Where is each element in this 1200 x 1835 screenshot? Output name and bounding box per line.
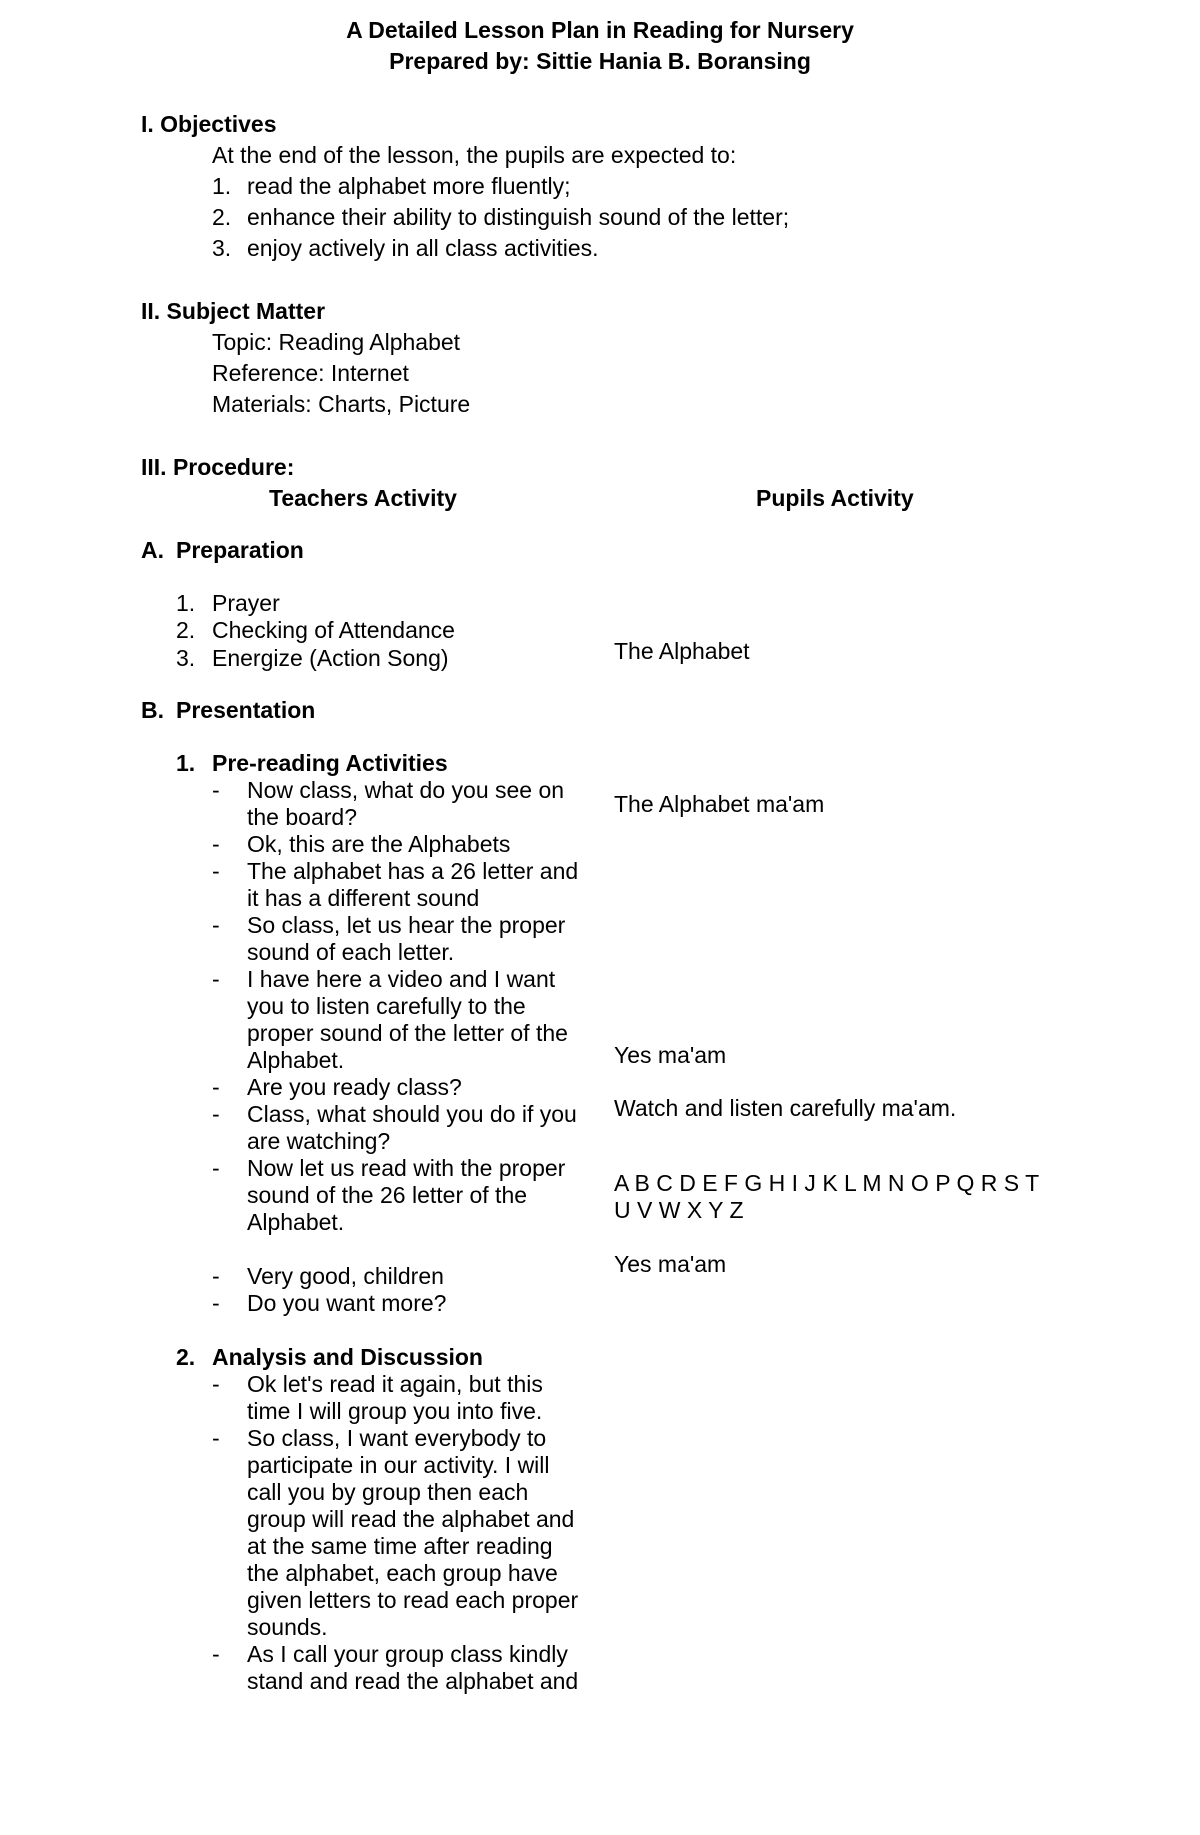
pupil-response: The Alphabet ma'am — [614, 791, 825, 817]
list-item-line: I have here a video and I want — [247, 966, 556, 992]
list-item-number: 2. — [212, 204, 232, 230]
list-dash: - — [212, 1101, 220, 1127]
teachers-activity-header: Teachers Activity — [269, 485, 457, 511]
list-dash: - — [212, 1290, 220, 1316]
topic: Topic: Reading Alphabet — [212, 329, 461, 355]
list-dash: - — [212, 777, 220, 803]
list-item-line: the board? — [247, 804, 357, 830]
list-item-line: Ok let's read it again, but this — [247, 1371, 543, 1397]
pupil-response: Yes ma'am — [614, 1251, 727, 1277]
list-item-line: time I will group you into five. — [247, 1398, 543, 1424]
document-title: A Detailed Lesson Plan in Reading for Nursery — [346, 17, 854, 43]
list-item-line: given letters to read each proper — [247, 1587, 579, 1613]
presentation-letter: B. — [141, 697, 164, 723]
list-item-line: Now let us read with the proper — [247, 1155, 566, 1181]
list-item-line: sounds. — [247, 1614, 328, 1640]
presentation-heading: Presentation — [176, 697, 316, 723]
subject-matter-heading: II. Subject Matter — [141, 298, 326, 324]
pupil-response: The Alphabet — [614, 638, 750, 664]
procedure-heading: III. Procedure: — [141, 454, 295, 480]
list-item-line: The alphabet has a 26 letter and — [247, 858, 579, 884]
list-dash: - — [212, 1263, 220, 1289]
list-item-line: Alphabet. — [247, 1047, 345, 1073]
list-dash: - — [212, 966, 220, 992]
list-item-number: 3. — [212, 235, 232, 261]
pre-reading-heading: Pre-reading Activities — [212, 750, 448, 776]
list-item-line: Alphabet. — [247, 1209, 345, 1235]
list-dash: - — [212, 1074, 220, 1100]
list-item-line: the alphabet, each group have — [247, 1560, 558, 1586]
analysis-number: 2. — [176, 1344, 196, 1370]
prepared-by: Prepared by: Sittie Hania B. Boransing — [389, 48, 811, 74]
list-item: Prayer — [212, 590, 280, 616]
list-item-number: 1. — [212, 173, 232, 199]
materials: Materials: Charts, Picture — [212, 391, 471, 417]
pupil-response: Yes ma'am — [614, 1042, 727, 1068]
list-item: enjoy actively in all class activities. — [247, 235, 599, 261]
list-item-line: Class, what should you do if you — [247, 1101, 577, 1127]
list-item-line: at the same time after reading — [247, 1533, 553, 1559]
list-item-line: you to listen carefully to the — [247, 993, 526, 1019]
list-item: enhance their ability to distinguish sound of the letter; — [247, 204, 790, 230]
list-item-line: sound of each letter. — [247, 939, 455, 965]
pupil-response: U V W X Y Z — [614, 1197, 744, 1223]
list-item-line: stand and read the alphabet and — [247, 1668, 579, 1694]
pupils-activity-header: Pupils Activity — [756, 485, 914, 511]
pupil-response: A B C D E F G H I J K L M N O P Q R S T — [614, 1170, 1040, 1196]
list-item-number: 2. — [176, 617, 196, 643]
list-item-line: Are you ready class? — [247, 1074, 462, 1100]
list-item-line: call you by group then each — [247, 1479, 529, 1505]
list-item-line: sound of the 26 letter of the — [247, 1182, 528, 1208]
list-item: Energize (Action Song) — [212, 645, 449, 671]
analysis-heading: Analysis and Discussion — [212, 1344, 483, 1370]
preparation-heading: Preparation — [176, 537, 304, 563]
preparation-letter: A. — [141, 537, 164, 563]
list-dash: - — [212, 1371, 220, 1397]
list-item-number: 3. — [176, 645, 196, 671]
list-item-line: So class, let us hear the proper — [247, 912, 566, 938]
list-item-line: So class, I want everybody to — [247, 1425, 547, 1451]
list-item: read the alphabet more fluently; — [247, 173, 571, 199]
list-item-line: group will read the alphabet and — [247, 1506, 575, 1532]
objectives-intro: At the end of the lesson, the pupils are expected to: — [212, 142, 737, 168]
list-item-line: Ok, this are the Alphabets — [247, 831, 511, 857]
list-item-line: proper sound of the letter of the — [247, 1020, 568, 1046]
reference: Reference: Internet — [212, 360, 409, 386]
list-item-line: Now class, what do you see on — [247, 777, 565, 803]
list-dash: - — [212, 1641, 220, 1667]
list-item-line: participate in our activity. I will — [247, 1452, 550, 1478]
list-item-number: 1. — [176, 590, 196, 616]
objectives-heading: I. Objectives — [141, 111, 277, 137]
list-item-line: As I call your group class kindly — [247, 1641, 568, 1667]
list-item-line: are watching? — [247, 1128, 391, 1154]
list-item-line: Do you want more? — [247, 1290, 447, 1316]
list-dash: - — [212, 1425, 220, 1451]
list-dash: - — [212, 1155, 220, 1181]
list-dash: - — [212, 912, 220, 938]
list-dash: - — [212, 858, 220, 884]
list-item-line: Very good, children — [247, 1263, 444, 1289]
list-dash: - — [212, 831, 220, 857]
pre-reading-number: 1. — [176, 750, 196, 776]
list-item: Checking of Attendance — [212, 617, 455, 643]
list-item-line: it has a different sound — [247, 885, 480, 911]
pupil-response: Watch and listen carefully ma'am. — [614, 1095, 957, 1121]
